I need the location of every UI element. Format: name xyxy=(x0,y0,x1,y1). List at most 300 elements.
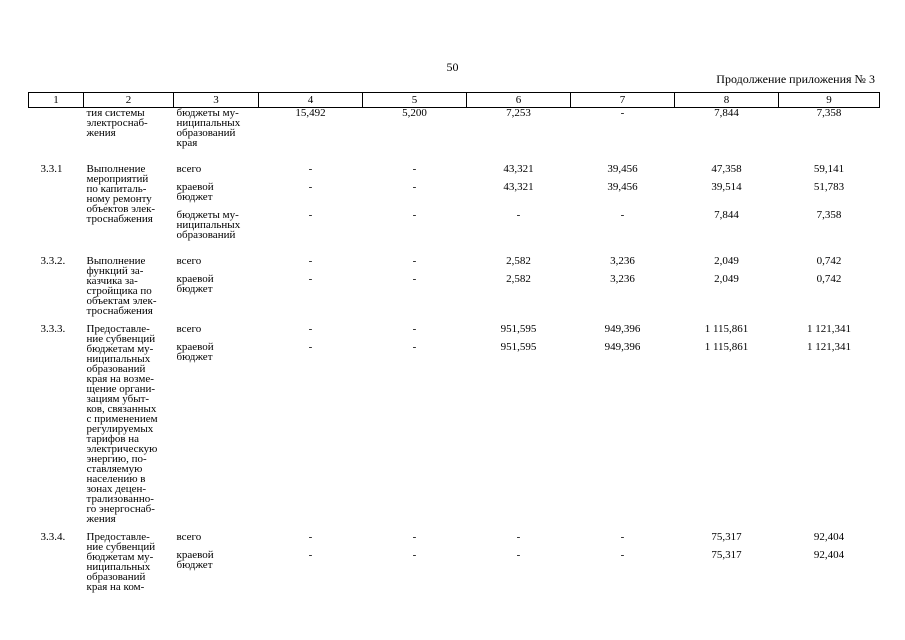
row-gap xyxy=(29,316,880,324)
value-block xyxy=(675,532,779,542)
value-block xyxy=(675,256,779,266)
continuation-label: Продолжение приложения № 3 xyxy=(716,72,875,86)
value: 1 115,861 xyxy=(704,341,749,353)
funding-source-line: бюджеты му- xyxy=(176,209,239,221)
item-name-line: тия системы xyxy=(86,107,145,119)
value: - xyxy=(620,549,625,561)
item-name-line: стройщика по xyxy=(86,285,152,297)
value-block xyxy=(467,182,571,202)
value: 47,358 xyxy=(711,163,742,175)
item-name-line: ние субвенций xyxy=(86,333,156,345)
item-name-line: ставляемую xyxy=(86,463,143,475)
value: - xyxy=(412,181,417,193)
value-block xyxy=(779,342,880,362)
column-header: 9 xyxy=(779,93,880,108)
value: 3,236 xyxy=(610,255,635,267)
value-block xyxy=(467,532,571,542)
value-cell xyxy=(363,256,467,316)
value-block xyxy=(363,324,467,334)
value-cell xyxy=(467,324,571,524)
value-cell xyxy=(363,324,467,524)
column-header: 6 xyxy=(467,93,571,108)
value-cell xyxy=(779,108,880,157)
funding-source-line: краевой xyxy=(176,341,214,353)
value: - xyxy=(412,323,417,335)
value-block xyxy=(259,324,363,334)
item-name-line: энергию, по- xyxy=(86,453,147,465)
value-cell xyxy=(467,164,571,248)
spacer xyxy=(779,138,880,148)
value-block xyxy=(363,550,467,570)
value: 7,358 xyxy=(816,209,842,221)
value-cell xyxy=(779,324,880,524)
value: - xyxy=(412,549,417,561)
spacer xyxy=(467,230,571,240)
table-row xyxy=(29,108,880,157)
value: - xyxy=(308,549,313,561)
spacer xyxy=(779,352,880,362)
value: 92,404 xyxy=(813,549,845,561)
spacer xyxy=(467,352,571,362)
table-row xyxy=(29,164,880,248)
value-cell xyxy=(571,256,675,316)
value-block xyxy=(363,342,467,362)
row-gap-cell xyxy=(29,524,880,532)
value: 2,049 xyxy=(714,255,739,267)
value-cell xyxy=(467,108,571,157)
value-cell xyxy=(259,324,363,524)
value-cell xyxy=(675,108,779,157)
spacer xyxy=(363,230,467,240)
item-name-line: образований xyxy=(86,363,146,375)
value-cell xyxy=(363,108,467,157)
value-block xyxy=(467,210,571,240)
row-gap xyxy=(29,524,880,532)
item-name-line: электроснаб- xyxy=(86,117,148,129)
value: - xyxy=(412,341,417,353)
spacer xyxy=(675,284,779,294)
item-name-line: края на возме- xyxy=(86,373,154,385)
item-number: 3.3.1 xyxy=(40,163,63,175)
spacer xyxy=(467,138,571,148)
value: 43,321 xyxy=(503,181,534,193)
value-cell xyxy=(467,532,571,592)
item-name-line: Выполнение xyxy=(86,163,146,175)
value: 59,141 xyxy=(813,163,845,175)
value: 15,492 xyxy=(295,107,326,119)
spacer xyxy=(259,230,363,240)
funding-source-block xyxy=(177,210,259,240)
value-block xyxy=(779,274,880,294)
item-name-line: ниципальных xyxy=(86,353,151,365)
value: 75,317 xyxy=(711,549,742,561)
item-name-line: Предоставле- xyxy=(86,323,150,335)
spacer xyxy=(259,138,363,148)
value-cell xyxy=(571,532,675,592)
funding-source-block xyxy=(177,256,259,266)
value: 92,404 xyxy=(813,531,845,543)
spacer xyxy=(675,192,779,202)
spacer xyxy=(571,560,675,570)
item-name-line: бюджетам му- xyxy=(86,551,154,563)
funding-source xyxy=(174,164,259,248)
value: 1 121,341 xyxy=(807,323,851,335)
funding-source-block xyxy=(177,532,259,542)
value: 2,582 xyxy=(506,273,531,285)
value: - xyxy=(412,531,417,543)
value-cell xyxy=(259,532,363,592)
row-gap-cell xyxy=(29,248,880,256)
value-block xyxy=(675,274,779,294)
value-cell xyxy=(571,164,675,248)
row-gap xyxy=(29,248,880,256)
funding-source-line: всего xyxy=(176,255,202,267)
funding-source-line: краевой xyxy=(176,181,214,193)
spacer xyxy=(259,284,363,294)
value-cell xyxy=(259,108,363,157)
value-block xyxy=(259,164,363,174)
value: 7,358 xyxy=(816,107,842,119)
item-name-line: троснабжения xyxy=(86,213,153,225)
value: 951,595 xyxy=(500,323,537,335)
funding-source-line: бюджет xyxy=(176,191,213,203)
value-block xyxy=(675,108,779,148)
table-row xyxy=(29,532,880,592)
value-block xyxy=(779,164,880,174)
value: 51,783 xyxy=(813,181,845,193)
item-name xyxy=(84,324,174,524)
value-block xyxy=(467,108,571,148)
value-block xyxy=(571,324,675,334)
funding-source-block xyxy=(177,324,259,334)
spacer xyxy=(779,192,880,202)
value-block xyxy=(675,324,779,334)
value: - xyxy=(308,255,313,267)
item-name-line: с применением xyxy=(86,413,158,425)
value-block xyxy=(259,342,363,362)
funding-source-line: бюджеты му- xyxy=(176,107,239,119)
value: 7,844 xyxy=(714,209,739,221)
spacer xyxy=(571,192,675,202)
value-block xyxy=(363,182,467,202)
item-number: 3.3.4. xyxy=(40,531,66,543)
column-header: 4 xyxy=(259,93,363,108)
item-name-line: ниципальных xyxy=(86,561,151,573)
column-header: 5 xyxy=(363,93,467,108)
item-name-line: тарифов на xyxy=(86,433,140,445)
value-block xyxy=(571,164,675,174)
funding-source-block xyxy=(177,550,259,570)
item-name-line: объектов элек- xyxy=(86,203,156,215)
item-name-line: ков, связанных xyxy=(86,403,157,415)
item-name xyxy=(84,256,174,316)
item-name-line: Выполнение xyxy=(86,255,146,267)
item-name-line: функций за- xyxy=(86,265,144,277)
item-name-line: Предоставле- xyxy=(86,531,150,543)
spacer xyxy=(779,230,880,240)
funding-source-line: краевой xyxy=(176,273,214,285)
value-block xyxy=(675,342,779,362)
value-block xyxy=(779,182,880,202)
item-number xyxy=(29,108,84,157)
value-block xyxy=(259,256,363,266)
value: 0,742 xyxy=(816,273,842,285)
value-block xyxy=(571,342,675,362)
value-block xyxy=(467,274,571,294)
value-block xyxy=(675,210,779,240)
row-gap xyxy=(29,592,880,600)
funding-source-line: ниципальных xyxy=(176,117,241,129)
value: - xyxy=(620,107,625,119)
item-name-line: щение органи- xyxy=(86,383,156,395)
page-number: 50 xyxy=(446,60,459,74)
item-name-line: зонах децен- xyxy=(86,483,147,495)
value: 7,844 xyxy=(714,107,739,119)
value-cell xyxy=(779,256,880,316)
value-cell xyxy=(779,532,880,592)
item-name xyxy=(84,164,174,248)
value: 7,253 xyxy=(506,107,531,119)
spacer xyxy=(571,138,675,148)
funding-source xyxy=(174,108,259,157)
value: - xyxy=(412,255,417,267)
value-block xyxy=(571,256,675,266)
value: - xyxy=(620,531,625,543)
item-name-line: казчика за- xyxy=(86,275,138,287)
value-block xyxy=(259,210,363,240)
item-name-line: трализованно- xyxy=(86,493,154,505)
spacer xyxy=(467,192,571,202)
row-gap-cell xyxy=(29,316,880,324)
spacer xyxy=(363,138,467,148)
value: - xyxy=(412,273,417,285)
funding-source-block xyxy=(177,274,259,294)
column-header: 7 xyxy=(571,93,675,108)
column-header: 3 xyxy=(174,93,259,108)
value-block xyxy=(779,532,880,542)
funding-source-block xyxy=(177,182,259,202)
funding-source-line: образований xyxy=(176,127,236,139)
item-name xyxy=(84,532,174,592)
funding-source-line: образований xyxy=(176,229,236,241)
row-gap-cell xyxy=(29,156,880,164)
value: - xyxy=(516,531,521,543)
spacer xyxy=(675,138,779,148)
value: - xyxy=(308,323,313,335)
value: - xyxy=(412,209,417,221)
value-block xyxy=(363,256,467,266)
value: - xyxy=(412,163,417,175)
value-block xyxy=(259,550,363,570)
spacer xyxy=(363,192,467,202)
value-block xyxy=(779,324,880,334)
value: - xyxy=(620,209,625,221)
item-name-line: населению в xyxy=(86,473,146,485)
column-header: 8 xyxy=(675,93,779,108)
value-cell xyxy=(363,164,467,248)
spacer xyxy=(779,284,880,294)
spacer xyxy=(259,352,363,362)
funding-source-line: бюджет xyxy=(176,351,213,363)
value-block xyxy=(363,274,467,294)
spacer xyxy=(571,284,675,294)
item-name-line: жения xyxy=(86,127,116,139)
value: 1 115,861 xyxy=(704,323,749,335)
value-block xyxy=(363,532,467,542)
value: - xyxy=(308,209,313,221)
value-block xyxy=(259,182,363,202)
item-name-line: электрическую xyxy=(86,443,158,455)
value-block xyxy=(779,210,880,240)
value-block xyxy=(467,164,571,174)
spacer xyxy=(779,560,880,570)
spacer xyxy=(675,352,779,362)
value: - xyxy=(308,341,313,353)
item-name-line: ному ремонту xyxy=(86,193,152,205)
value: 75,317 xyxy=(711,531,742,543)
value-block xyxy=(467,550,571,570)
value: 43,321 xyxy=(503,163,534,175)
value: 2,582 xyxy=(506,255,531,267)
value-block xyxy=(571,274,675,294)
value-block xyxy=(363,108,467,148)
funding-source-line: краевой xyxy=(176,549,214,561)
value: - xyxy=(308,181,313,193)
value-cell xyxy=(571,108,675,157)
value-block xyxy=(259,108,363,148)
item-name-line: жения xyxy=(86,513,116,525)
value: 3,236 xyxy=(610,273,635,285)
value-block xyxy=(675,164,779,174)
spacer xyxy=(571,352,675,362)
spacer xyxy=(363,284,467,294)
item-name-line: образований xyxy=(86,571,146,583)
value-block xyxy=(571,532,675,542)
item-name-line: го энергоснаб- xyxy=(86,503,155,515)
item-name-line: края на ком- xyxy=(86,581,145,593)
value-block xyxy=(467,342,571,362)
item-name-line: мероприятий xyxy=(86,173,149,185)
spacer xyxy=(571,230,675,240)
value-cell xyxy=(675,532,779,592)
funding-source-block xyxy=(177,108,259,148)
funding-source-block xyxy=(177,164,259,174)
funding-source-line: ниципальных xyxy=(176,219,241,231)
budget-table xyxy=(28,92,880,600)
table-row xyxy=(29,324,880,524)
funding-source-line: всего xyxy=(176,323,202,335)
value-cell xyxy=(675,324,779,524)
value: - xyxy=(308,531,313,543)
value-block xyxy=(779,256,880,266)
spacer xyxy=(675,560,779,570)
value-block xyxy=(259,274,363,294)
value-cell xyxy=(675,164,779,248)
value: 39,456 xyxy=(607,163,638,175)
spacer xyxy=(467,284,571,294)
value: 2,049 xyxy=(714,273,739,285)
item-name-line: зациям убыт- xyxy=(86,393,150,405)
spacer xyxy=(363,352,467,362)
funding-source-block xyxy=(177,342,259,362)
value: 39,456 xyxy=(607,181,638,193)
spacer xyxy=(259,192,363,202)
value-cell xyxy=(259,256,363,316)
value-block xyxy=(571,182,675,202)
funding-source xyxy=(174,256,259,316)
funding-source-line: бюджет xyxy=(176,283,213,295)
funding-source-line: бюджет xyxy=(176,559,213,571)
value: 5,200 xyxy=(402,107,427,119)
item-name-line: бюджетам му- xyxy=(86,343,154,355)
item-name-line: объектам элек- xyxy=(86,295,157,307)
value-block xyxy=(675,182,779,202)
value: - xyxy=(516,549,521,561)
spacer xyxy=(675,230,779,240)
value: 1 121,341 xyxy=(807,341,851,353)
value-cell xyxy=(675,256,779,316)
funding-source-line: всего xyxy=(176,163,202,175)
value: 39,514 xyxy=(711,181,742,193)
value-block xyxy=(675,550,779,570)
value-block xyxy=(259,532,363,542)
column-header: 1 xyxy=(29,93,84,108)
value-block xyxy=(467,324,571,334)
item-name xyxy=(84,108,174,157)
value: 949,396 xyxy=(604,323,641,335)
funding-source xyxy=(174,324,259,524)
value-block xyxy=(571,550,675,570)
row-gap-cell xyxy=(29,592,880,600)
value-cell xyxy=(779,164,880,248)
row-gap xyxy=(29,156,880,164)
spacer xyxy=(467,560,571,570)
funding-source-line: всего xyxy=(176,531,202,543)
value-block xyxy=(571,210,675,240)
value: - xyxy=(308,163,313,175)
value-block xyxy=(779,550,880,570)
value-block xyxy=(779,108,880,148)
funding-source xyxy=(174,532,259,592)
value: 0,742 xyxy=(816,255,842,267)
value-cell xyxy=(571,324,675,524)
value-cell xyxy=(467,256,571,316)
item-number: 3.3.3. xyxy=(40,323,66,335)
spacer xyxy=(363,560,467,570)
item-name-line: регулируемых xyxy=(86,423,154,435)
item-name-line: по капиталь- xyxy=(86,183,147,195)
value-block xyxy=(467,256,571,266)
spacer xyxy=(259,560,363,570)
item-number: 3.3.2. xyxy=(40,255,66,267)
value-block xyxy=(363,164,467,174)
table-row xyxy=(29,256,880,316)
column-header-row xyxy=(29,93,880,108)
value-block xyxy=(571,108,675,148)
column-header: 2 xyxy=(84,93,174,108)
value: 949,396 xyxy=(604,341,641,353)
value-block xyxy=(363,210,467,240)
table-body xyxy=(29,108,880,601)
value: - xyxy=(308,273,313,285)
value: - xyxy=(516,209,521,221)
value-cell xyxy=(259,164,363,248)
item-name-line: ние субвенций xyxy=(86,541,156,553)
item-name-line: троснабжения xyxy=(86,305,153,317)
value: 951,595 xyxy=(500,341,537,353)
value-cell xyxy=(363,532,467,592)
funding-source-line: края xyxy=(176,137,198,149)
